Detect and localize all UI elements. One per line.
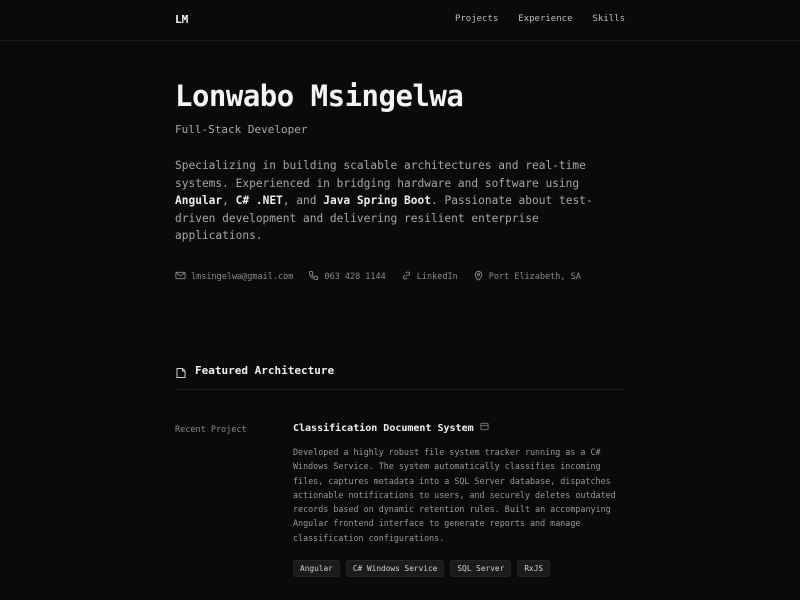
location-text: Port Elizabeth, SA [488, 272, 581, 282]
section-header [175, 364, 625, 390]
nav [455, 14, 625, 24]
bio-text-1: Specializing in building scalable architectures and real-time systems. Experienced in bridging hardware and software using [175, 159, 586, 190]
bio-java: Java Spring Boot [323, 194, 431, 207]
tag: SQL Server [450, 560, 511, 577]
site-header [0, 0, 800, 41]
contact-linkedin[interactable] [401, 270, 458, 284]
contact-location [473, 270, 581, 284]
project-label: Recent Project [175, 425, 247, 435]
bio-text-2: , [222, 194, 236, 207]
linkedin-text: LinkedIn [416, 272, 458, 282]
tag-list [293, 560, 625, 577]
tag: RxJS [517, 560, 550, 577]
bio [175, 157, 615, 245]
link-icon [401, 270, 412, 284]
tag: Angular [293, 560, 340, 577]
nav-experience[interactable]: Experience [518, 14, 573, 24]
project-description: Developed a highly robust file system tracker running as a C# Windows Service. The system automatically classifies incoming files, captures metadata into a SQL Server database, dispatches actionable notifications to users, and securely deletes outdated records based on dynamic retention rules. Built an accompanying Angular frontend interface to generate reports and manage classification configurations. [293, 447, 616, 543]
nav-projects[interactable]: Projects [454, 14, 499, 24]
phone-text: 063 428 1144 [324, 272, 386, 282]
nav-skills[interactable]: Skills [592, 14, 625, 24]
logo[interactable]: LM [175, 13, 189, 26]
mail-icon [175, 270, 186, 284]
project-card [293, 422, 625, 577]
document-icon [175, 364, 187, 383]
contact-email[interactable] [175, 270, 293, 284]
map-pin-icon [473, 270, 484, 284]
project-title[interactable]: Classification Document System [293, 422, 474, 434]
bio-csharp: C# .NET [235, 194, 283, 207]
bio-angular: Angular [175, 194, 223, 207]
contact-list [175, 270, 581, 284]
folder-icon [480, 422, 489, 434]
page-title: Lonwabo Msingelwa [175, 79, 464, 113]
tag: C# Windows Service [346, 560, 445, 577]
phone-icon [308, 270, 319, 284]
bio-text-3: , and [282, 194, 324, 207]
section-title: Featured Architecture [195, 364, 335, 377]
contact-phone[interactable] [308, 270, 385, 284]
email-text: lmsingelwa@gmail.com [191, 272, 294, 282]
role-subtitle: Full-Stack Developer [175, 123, 308, 136]
bio-text-4: . Passionate about test-driven development and delivering resilient enterprise applications. [175, 194, 593, 242]
hero [175, 78, 625, 245]
project-title-row [293, 422, 625, 434]
